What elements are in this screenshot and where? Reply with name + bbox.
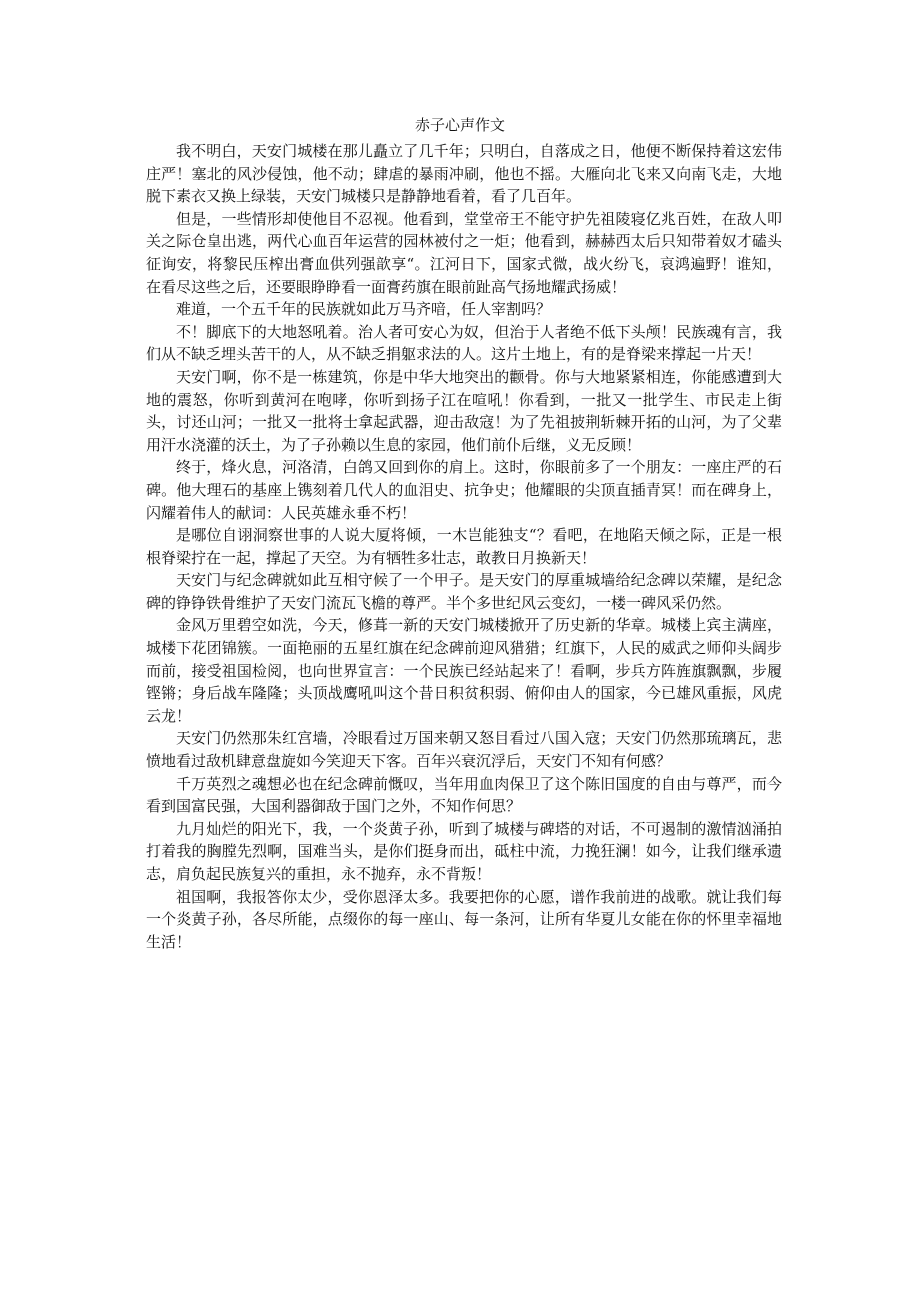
paragraph-11: 千万英烈之魂想必也在纪念碑前慨叹，当年用血肉保卫了这个陈旧国度的自由与尊严，而今看到国富民强，大国利器御敌于国门之外，不知作何思？ — [146, 774, 782, 816]
paragraph-12: 九月灿烂的阳光下，我，一个炎黄子孙，听到了城楼与碑塔的对话，不可遏制的激情汹涌拍打着我的胸膛先烈啊，国难当头，是你们挺身而出，砥柱中流，力挽狂澜！如今，让我们继承遗志，肩负起民族复兴的重担，永不抛弃，永不背叛！ — [146, 819, 782, 883]
paragraph-5: 天安门啊，你不是一栋建筑，你是中华大地突出的颧骨。你与大地紧紧相连，你能感遭到大地的震怒，你听到黄河在咆哮，你听到扬子江在喧吼！你看到，一批又一批学生、市民走上街头，讨还山河；一批又一批将士拿起武器，迎击敌寇！为了先祖披荆斩棘开拓的山河，为了父辈用汗水浇灌的沃土，为了子孙赖以生息的家园，他们前仆后继，义无反顾！ — [146, 367, 782, 454]
paragraph-8: 天安门与纪念碑就如此互相守候了一个甲子。是天安门的厚重城墙给纪念碑以荣耀，是纪念碑的铮铮铁骨维护了天安门流瓦飞檐的尊严。半个多世纪风云变幻，一楼一碑风采仍然。 — [146, 571, 782, 612]
paragraph-6: 终于，烽火息，河洛清，白鸽又回到你的肩上。这时，你眼前多了一个朋友：一座庄严的石碑。他大理石的基座上镌刻着几代人的血泪史、抗争史；他耀眼的尖顶直插青冥！而在碑身上，闪耀着伟人的献词：人民英雄永垂不朽！ — [146, 458, 782, 522]
paragraph-13: 祖国啊，我报答你太少，受你恩泽太多。我要把你的心愿，谱作我前进的战歌。就让我们每一个炎黄子孙，各尽所能，点缀你的每一座山、每一条河，让所有华夏儿女能在你的怀里幸福地生活！ — [146, 887, 782, 951]
paragraph-3: 难道，一个五千年的民族就如此万马齐喑，任人宰割吗？ — [176, 300, 552, 319]
document-title: 赤子心声作文 — [414, 116, 505, 134]
document-body — [146, 140, 782, 953]
paragraph-7: 是哪位自诩洞察世事的人说大厦将倾，一木岂能独支“？看吧，在地陷天倾之际，正是一根根脊梁拧在一起，撑起了天空。为有牺牲多壮志，敢教日月换新天！ — [146, 526, 782, 567]
paragraph-2: 但是，一些情形却使他目不忍视。他看到，堂堂帝王不能守护先祖陵寝亿兆百姓，在敌人叩关之际仓皇出逃，两代心血百年运营的园林被付之一炬；他看到，赫赫西太后只知带着奴才磕头征询安，将黎民压榨出膏血供列强歆享“。江河日下，国家式微，战火纷飞，哀鸿遍野！谁知，在看尽这些之后，还要眼睁睁看一面膏药旗在眼前趾高气扬地耀武扬威！ — [146, 209, 782, 296]
paragraph-4: 不！脚底下的大地怒吼着。治人者可安心为奴，但治于人者绝不低下头颅！民族魂有言，我们从不缺乏埋头苦干的人，从不缺乏捐躯求法的人。这片土地上，有的是脊梁来撑起一片天！ — [146, 322, 782, 364]
paragraph-9: 金风万里碧空如洗，今天，修葺一新的天安门城楼掀开了历史新的华章。城楼上宾主满座，城楼下花团锦簇。一面艳丽的五星红旗在纪念碑前迎风猎猎；红旗下，人民的威武之师仰头阔步而前，接受祖国检阅，也向世界宣言：一个民族已经站起来了！看啊，步兵方阵旌旗飘飘，步履铿锵；身后战车隆隆；头顶战鹰吼叫这个昔日积贫积弱、俯仰由人的国家，今已雄风重振，风虎云龙！ — [146, 616, 782, 725]
paragraph-10: 天安门仍然那朱红宫墙，冷眼看过万国来朝又怒目看过八国入寇；天安门仍然那琉璃瓦，悲愤地看过敌机肆意盘旋如今笑迎天下客。百年兴衰沉浮后，天安门不知有何感？ — [146, 729, 782, 771]
paragraph-1: 我不明白，天安门城楼在那儿矗立了几千年；只明白，自落成之日，他便不断保持着这宏伟庄严！塞北的风沙侵蚀，他不动；肆虐的暴雨冲刷，他也不摇。大雁向北飞来又向南飞走，大地脱下素衣又换上绿装，天安门城楼只是静静地看着，看了几百年。 — [146, 142, 782, 206]
